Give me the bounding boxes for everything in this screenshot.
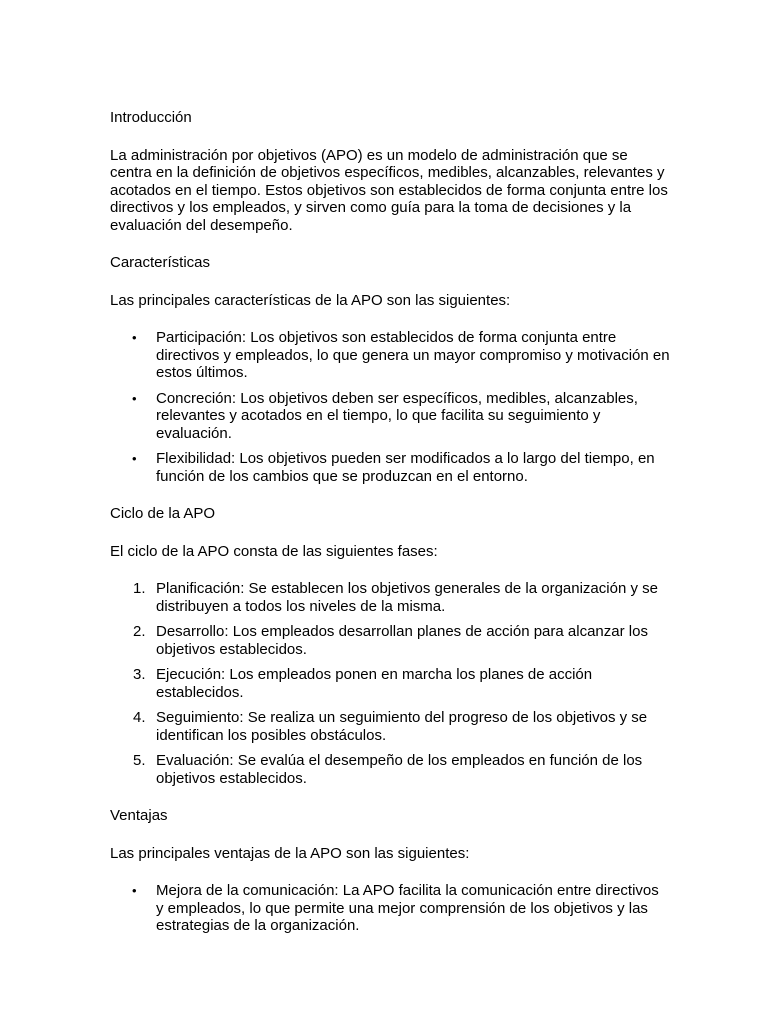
intro-paragraph: La administración por objetivos (APO) es un modelo de administración que se centra en la definición de objetivos específicos, medibles, alcanzables, relevantes y acotados en el tiempo. Estos objetivos son establecidos de forma conjunta entre los directivos y los empleados, y sirven como guía para la toma de decisiones y la evaluación del desempeño. [110,146,668,234]
list-item [110,752,670,787]
list-item [110,450,670,485]
advantages-intro: Las principales ventajas de la APO son las siguientes: [110,844,470,862]
list-item-text: Mejora de la comunicación: La APO facilita la comunicación entre directivos y empleados, lo que permite una mejor comprensión de los objetivos y las estrategias de la organización. [156,882,659,934]
list-item-number: 2. [133,623,146,640]
list-item-number: 3. [133,666,146,683]
list-item [110,666,670,701]
list-item-number: 1. [133,580,146,597]
bullet-icon: • [132,883,137,898]
list-item-text: Participación: Los objetivos son establecidos de forma conjunta entre directivos y empleados, lo que genera un mayor compromiso y motivación en estos últimos. [156,329,670,381]
list-item [110,390,670,443]
list-item [110,329,670,382]
cycle-heading: Ciclo de la APO [110,505,216,522]
list-item [110,580,670,615]
bullet-icon: • [132,451,137,466]
features-intro: Las principales características de la APO son las siguientes: [110,291,511,309]
list-item-text: Evaluación: Se evalúa el desempeño de los empleados en función de los objetivos establecidos. [156,752,643,787]
bullet-icon: • [132,390,137,406]
features-list [110,329,670,485]
list-item-text: Ejecución: Los empleados ponen en marcha los planes de acción establecidos. [156,666,593,701]
list-item-number: 4. [133,709,146,726]
list-item-number: 5. [133,752,146,769]
intro-heading: Introducción [110,109,192,126]
list-item-text: Planificación: Se establecen los objetivos generales de la organización y se distribuyen a todos los niveles de la misma. [156,580,658,615]
list-item-text: Concreción: Los objetivos deben ser específicos, medibles, alcanzables, relevantes y acotados en el tiempo, lo que facilita su seguimiento y evaluación. [156,389,638,442]
list-item [110,882,670,935]
bullet-icon: • [132,330,137,345]
advantages-heading: Ventajas [110,807,168,824]
document-content [110,109,670,955]
features-heading: Características [110,254,211,271]
list-item [110,709,670,744]
advantages-list [110,882,670,935]
list-item-text: Desarrollo: Los empleados desarrollan planes de acción para alcanzar los objetivos establecidos. [156,623,648,658]
list-item [110,623,670,658]
cycle-steps-list [110,580,670,787]
list-item-text: Flexibilidad: Los objetivos pueden ser modificados a lo largo del tiempo, en función de los cambios que se produzcan en el entorno. [156,450,655,485]
cycle-intro: El ciclo de la APO consta de las siguientes fases: [110,542,438,560]
list-item-text: Seguimiento: Se realiza un seguimiento del progreso de los objetivos y se identifican los posibles obstáculos. [156,709,648,744]
